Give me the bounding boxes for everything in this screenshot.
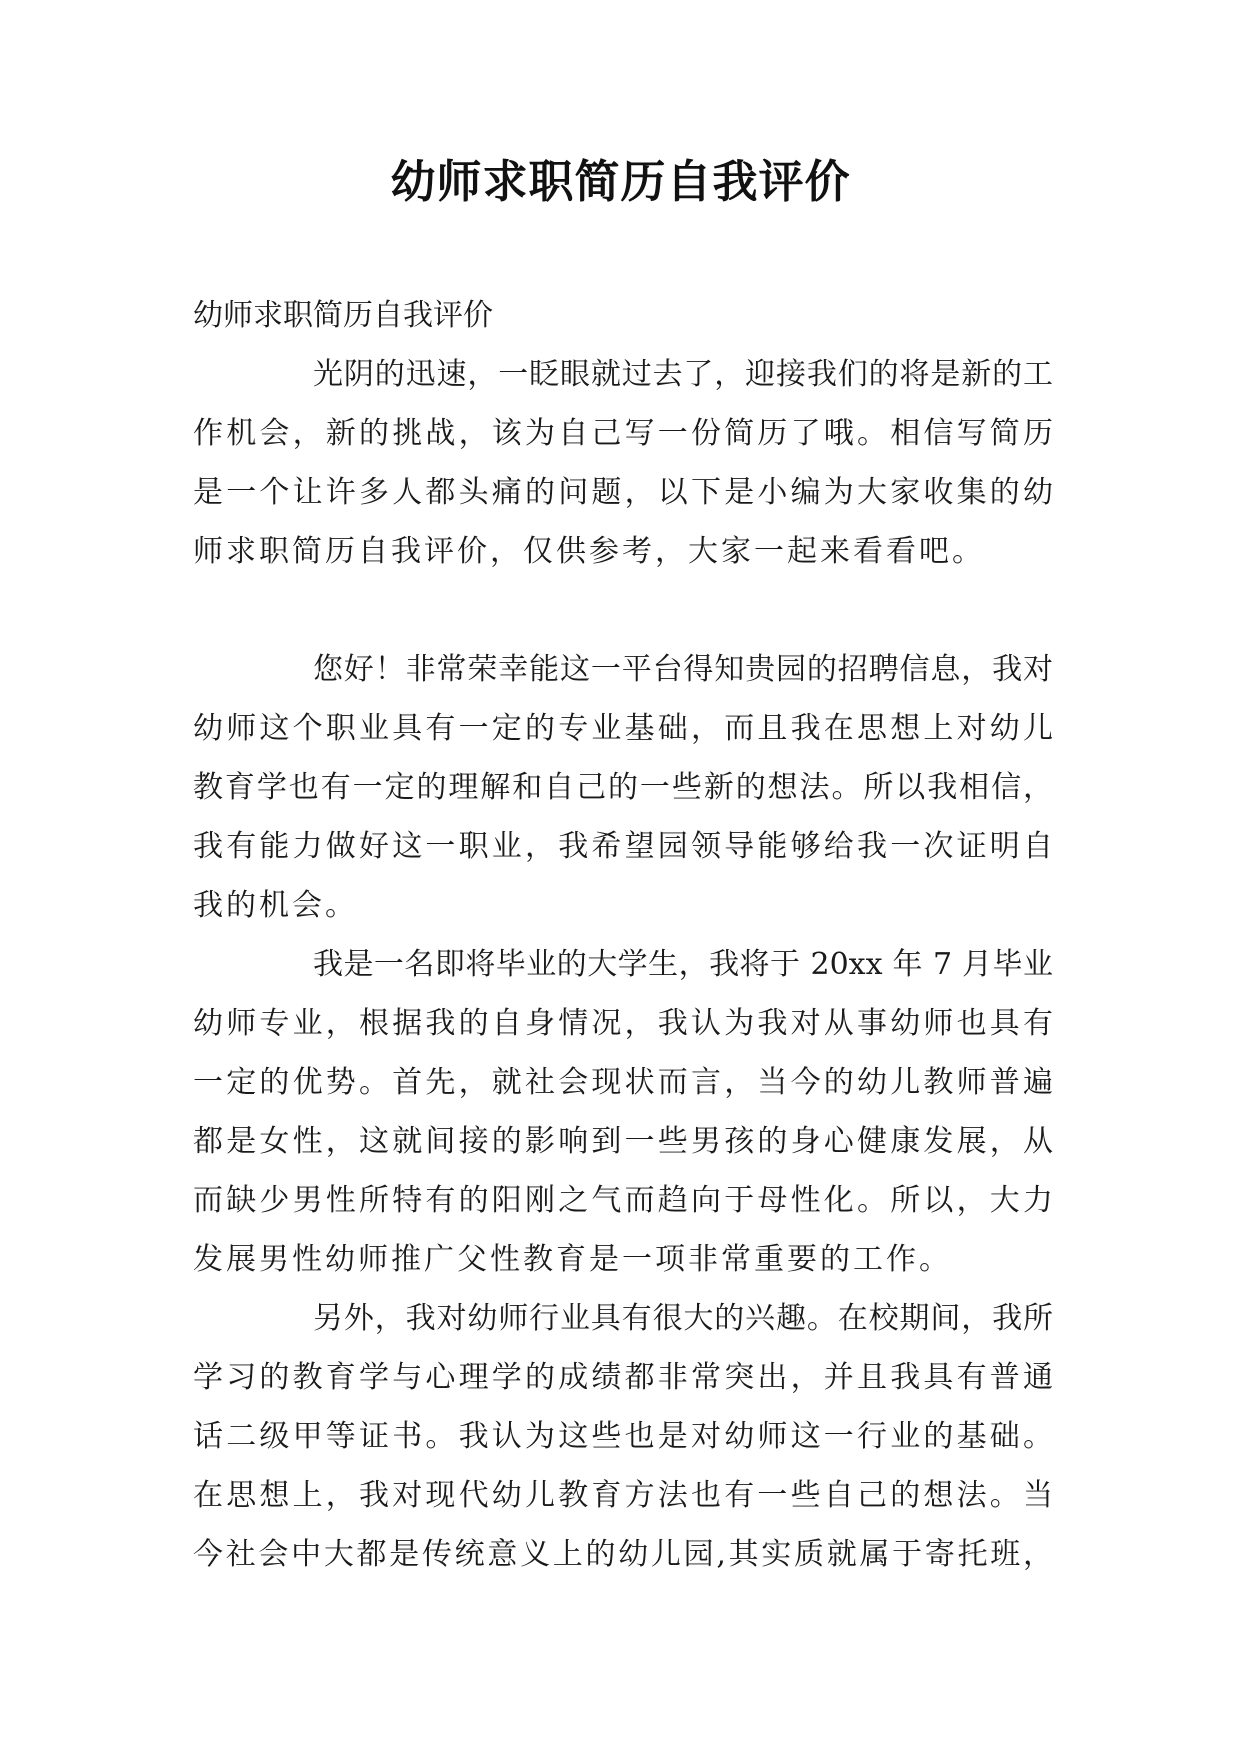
paragraph-line: 幼师这个职业具有一定的专业基础，而且我在思想上对幼儿 (193, 711, 1053, 746)
paragraph-line: 话二级甲等证书。我认为这些也是对幼师这一行业的基础。 (193, 1419, 1053, 1454)
paragraph-line: 今社会中大都是传统意义上的幼儿园,其实质就属于寄托班， (193, 1537, 1053, 1572)
paragraph-line: 在思想上，我对现代幼儿教育方法也有一些自己的想法。当 (193, 1478, 1053, 1513)
paragraph-line: 作机会，新的挑战，该为自己写一份简历了哦。相信写简历 (193, 416, 1053, 451)
paragraph-line: 另外，我对幼师行业具有很大的兴趣。在校期间，我所 (313, 1301, 1053, 1336)
paragraph-line: 光阴的迅速，一眨眼就过去了，迎接我们的将是新的工 (313, 357, 1053, 392)
paragraph-interest (193, 1289, 1053, 1584)
paragraph-line: 教育学也有一定的理解和自己的一些新的想法。所以我相信， (193, 770, 1053, 805)
paragraph-line: 而缺少男性所特有的阳刚之气而趋向于母性化。所以，大力 (193, 1183, 1053, 1218)
paragraph-line: 我的机会。 (193, 888, 358, 923)
paragraph-line: 都是女性，这就间接的影响到一些男孩的身心健康发展，从 (193, 1124, 1053, 1159)
paragraph-spacer (193, 581, 1053, 640)
paragraph-line: 一定的优势。首先，就社会现状而言，当今的幼儿教师普遍 (193, 1065, 1053, 1100)
paragraph-line: 是一个让许多人都头痛的问题，以下是小编为大家收集的幼 (193, 475, 1053, 510)
document-subtitle: 幼师求职简历自我评价 (193, 298, 493, 333)
paragraph-line: 师求职简历自我评价，仅供参考，大家一起来看看吧。 (193, 534, 985, 569)
paragraph-greeting (193, 640, 1053, 935)
paragraph-line: 您好！非常荣幸能这一平台得知贵园的招聘信息，我对 (313, 652, 1053, 687)
paragraph-line: 学习的教育学与心理学的成绩都非常突出，并且我具有普通 (193, 1360, 1053, 1395)
paragraph-line: 我是一名即将毕业的大学生，我将于 20xx 年 7 月毕业 (313, 947, 1053, 982)
paragraph-line: 我有能力做好这一职业，我希望园领导能够给我一次证明自 (193, 829, 1053, 864)
paragraph-intro (193, 345, 1053, 581)
paragraph-background (193, 935, 1053, 1289)
document-body (193, 286, 1053, 1584)
document-title: 幼师求职简历自我评价 (390, 155, 851, 208)
paragraph-line: 发展男性幼师推广父性教育是一项非常重要的工作。 (193, 1242, 952, 1277)
paragraph-line: 幼师专业，根据我的自身情况，我认为我对从事幼师也具有 (193, 1006, 1053, 1041)
